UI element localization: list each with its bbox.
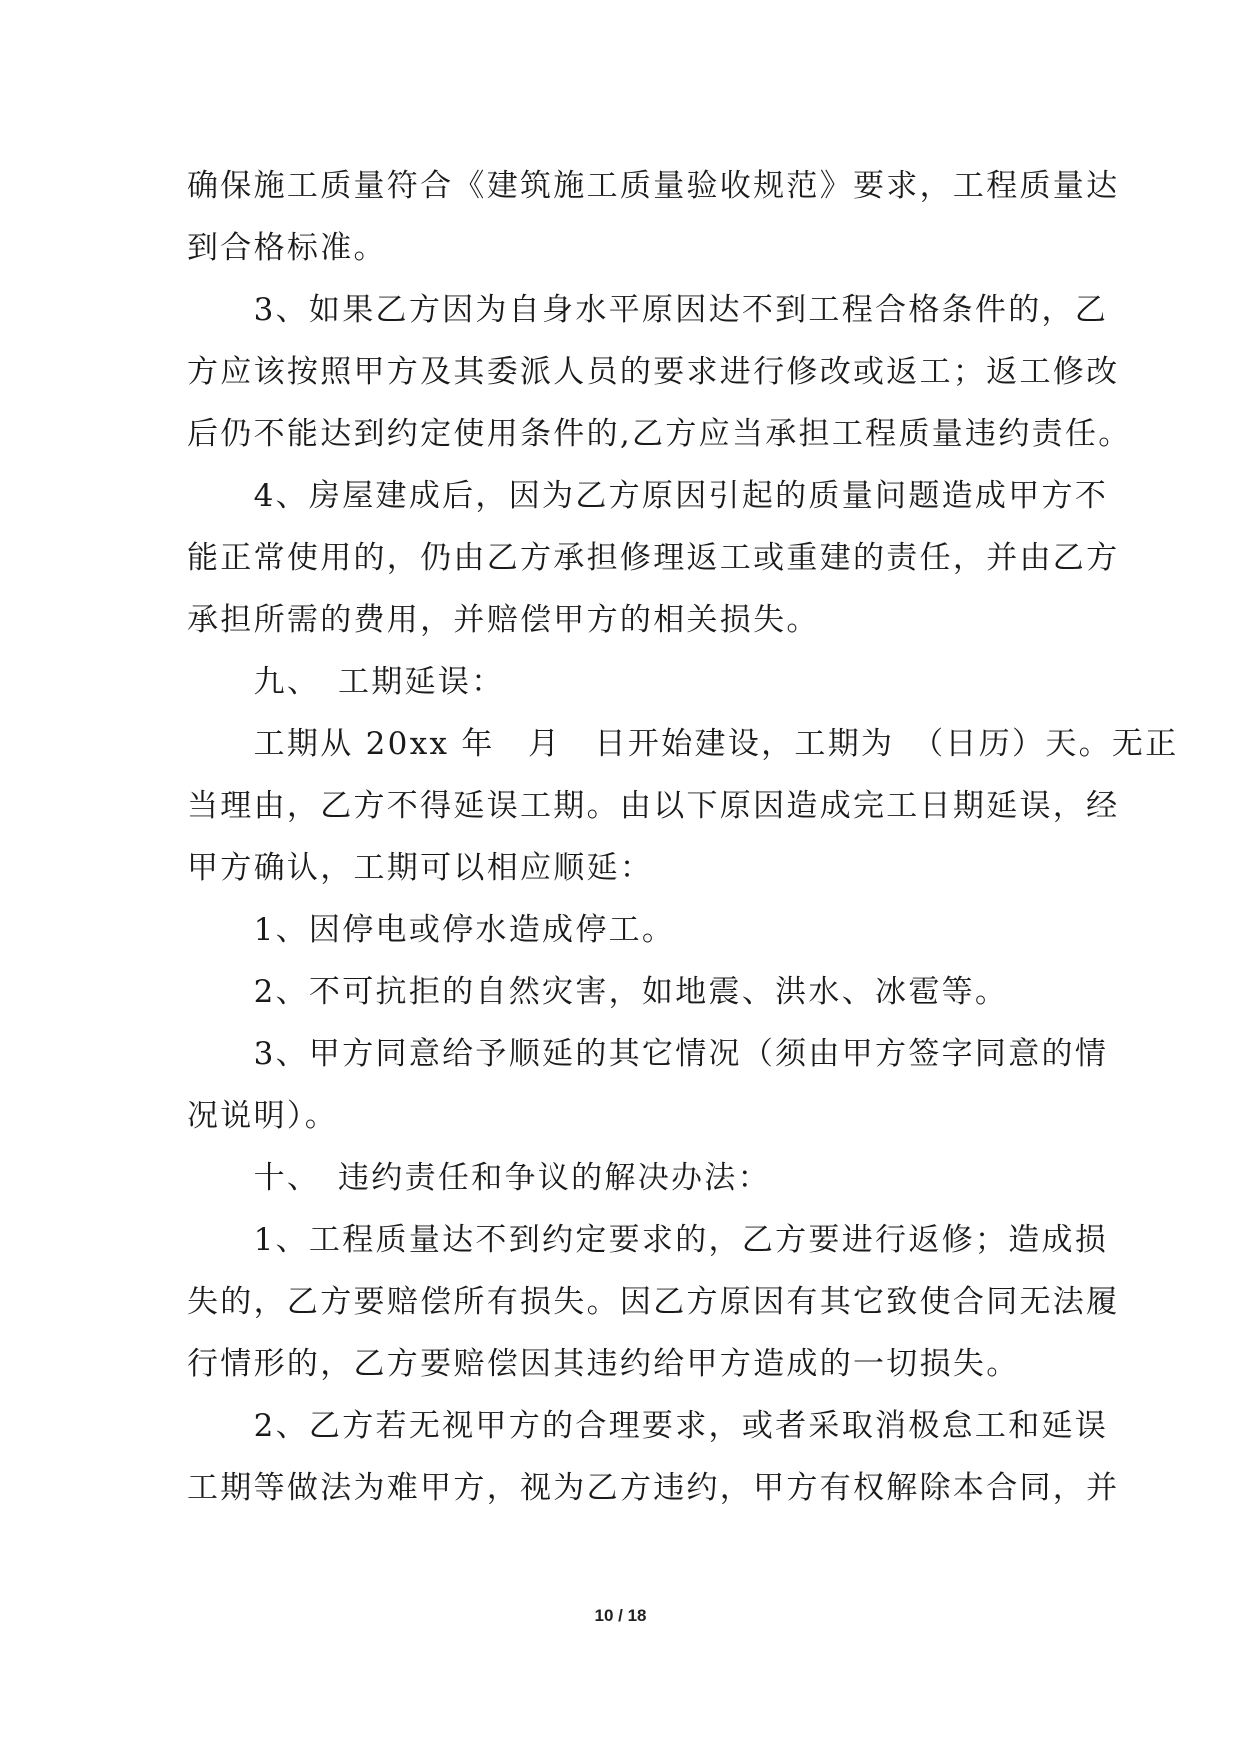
text-line: 2、不可抗拒的自然灾害，如地震、洪水、冰雹等。 bbox=[187, 974, 1009, 1010]
text-line: 工期从 20xx 年 月 日开始建设，工期为 （日历）天。无正 bbox=[187, 726, 1179, 762]
text-line: 方应该按照甲方及其委派人员的要求进行修改或返工；返工修改 bbox=[187, 354, 1120, 390]
text-line: 工期等做法为难甲方，视为乙方违约，甲方有权解除本合同，并 bbox=[187, 1470, 1120, 1506]
page-number: 10 / 18 bbox=[594, 1606, 647, 1625]
section-heading: 九、 工期延误： bbox=[187, 664, 505, 700]
text-line: 确保施工质量符合《建筑施工质量验收规范》要求，工程质量达 bbox=[187, 168, 1120, 204]
text-line: 4、房屋建成后，因为乙方原因引起的质量问题造成甲方不 bbox=[187, 478, 1109, 514]
contract-body-text bbox=[187, 155, 1179, 1519]
text-line: 当理由，乙方不得延误工期。由以下原因造成完工日期延误，经 bbox=[187, 788, 1120, 824]
text-line: 2、乙方若无视甲方的合理要求，或者采取消极怠工和延误 bbox=[187, 1408, 1109, 1444]
text-line: 甲方确认，工期可以相应顺延： bbox=[187, 850, 654, 886]
text-line: 况说明）。 bbox=[187, 1098, 338, 1134]
text-line: 承担所需的费用，并赔偿甲方的相关损失。 bbox=[187, 602, 820, 638]
section-heading: 十、 违约责任和争议的解决办法： bbox=[187, 1160, 771, 1196]
text-line: 3、甲方同意给予顺延的其它情况（须由甲方签字同意的情 bbox=[187, 1036, 1109, 1072]
text-line: 后仍不能达到约定使用条件的,乙方应当承担工程质量违约责任。 bbox=[187, 416, 1132, 452]
text-line: 能正常使用的，仍由乙方承担修理返工或重建的责任，并由乙方 bbox=[187, 540, 1120, 576]
text-line: 1、因停电或停水造成停工。 bbox=[187, 912, 676, 948]
text-line: 失的，乙方要赔偿所有损失。因乙方原因有其它致使合同无法履 bbox=[187, 1284, 1120, 1320]
text-line: 行情形的，乙方要赔偿因其违约给甲方造成的一切损失。 bbox=[187, 1346, 1020, 1382]
text-line: 3、如果乙方因为自身水平原因达不到工程合格条件的，乙 bbox=[187, 292, 1109, 328]
text-line: 1、工程质量达不到约定要求的，乙方要进行返修；造成损 bbox=[187, 1222, 1109, 1258]
text-line: 到合格标准。 bbox=[187, 230, 387, 266]
